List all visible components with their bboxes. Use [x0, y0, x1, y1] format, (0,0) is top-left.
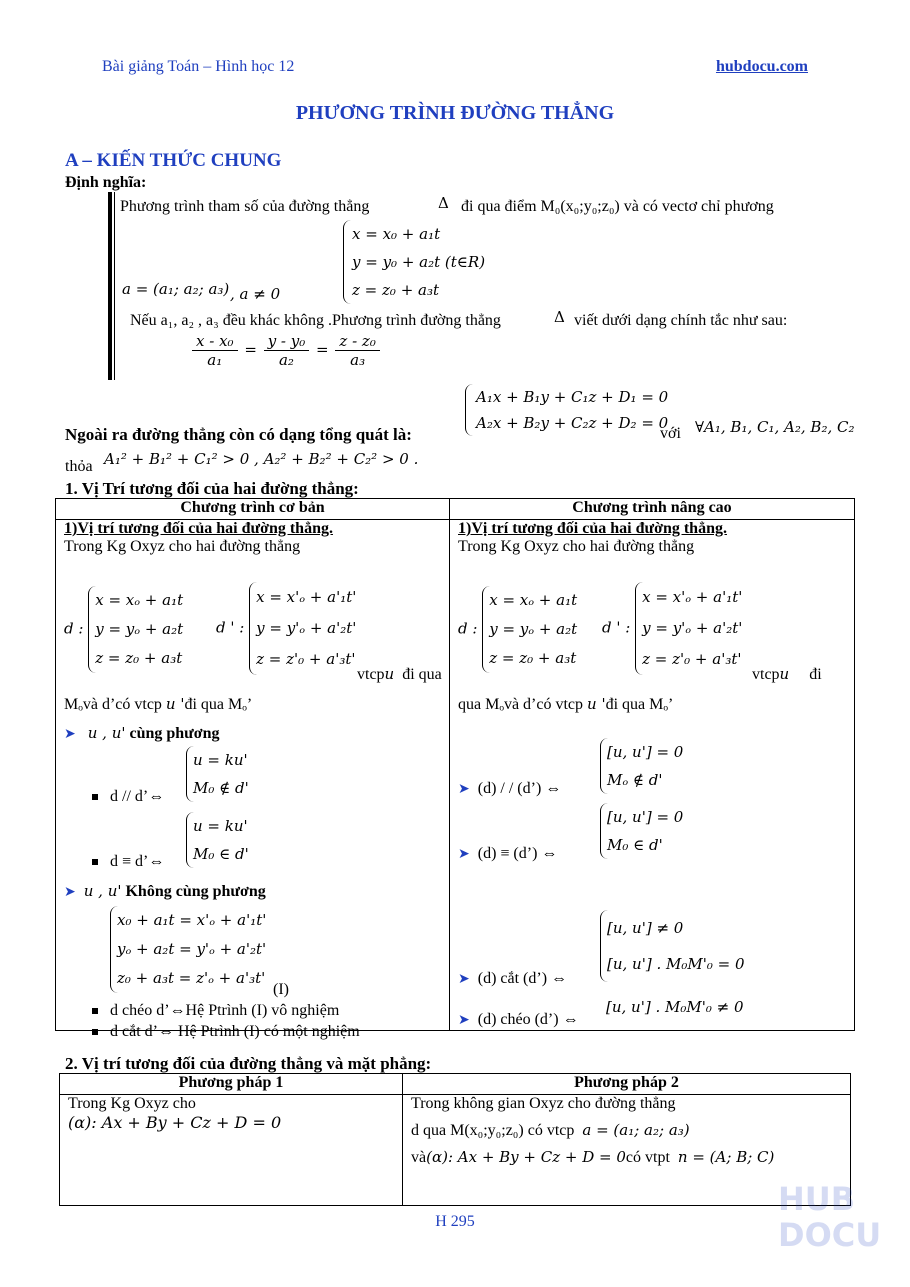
- t1-left-not-same-direction: ➤ u , u' Không cùng phương: [64, 882, 266, 900]
- section-2-heading: 2. Vị trí tương đối của đường thẳng và mặt phẳng:: [65, 1054, 432, 1073]
- t1-right-sub: 1)Vị trí tương đối của hai đường thẳng.: [458, 520, 727, 537]
- t1-left-case-coincide-sys: u = ku' M₀ ∈ d': [186, 812, 249, 868]
- svg-text:HUB: HUB: [778, 1180, 856, 1218]
- thoa-condition: A₁² + B₁² + C₁² > 0 , A₂² + B₂² + C₂² > 0 .: [104, 450, 419, 468]
- relative-position-lines-table: [55, 498, 855, 1040]
- definition-bar-thin: [114, 192, 115, 380]
- t1-right-case-parallel-sys: [u, u'] = 0 Mₒ ∉ d': [600, 738, 683, 794]
- t1-right-case-coincide: ➤ (d) ≡ (d’) ⇔: [458, 845, 558, 862]
- page-title: PHƯƠNG TRÌNH ĐƯỜNG THẲNG: [295, 102, 615, 124]
- t1-left-case-parallel-sys: u = ku' M₀ ∉ d': [186, 746, 249, 802]
- canonical-equation: $\frac{\text{x - x₀}}{\text{a₁}}$ = $\frac{\text{y - y₀}}{\text{a₂}}$ = $\frac{\text{z - z₀}}{\text{a₃}}$: [190, 332, 382, 369]
- t1-cell-left: [56, 520, 450, 1040]
- def-line2: Nếu a₁, a₂ , a₃ đều khác không .Phương trình đường thẳng: [130, 312, 501, 329]
- t1-right-intro: Trong Kg Oxyz cho hai đường thẳng: [458, 538, 695, 555]
- t1-left-skew: d chéo d’⇔Hệ Ptrình (I) vô nghiệm: [92, 1002, 339, 1020]
- definition-label: Định nghĩa:: [65, 174, 147, 191]
- param-eq-y: y = y₀ + a₂t (t∈R): [352, 253, 486, 271]
- general-form-label: Ngoài ra đường thẳng còn có dạng tổng quát là:: [65, 425, 412, 444]
- t2-head-right: Phương pháp 2: [403, 1074, 851, 1095]
- t1-left-sub: 1)Vị trí tương đối của hai đường thẳng.: [64, 520, 333, 537]
- param-eq-x: x = x₀ + a₁t: [352, 225, 441, 243]
- header-left: Bài giảng Toán – Hình học 12: [102, 58, 295, 75]
- def-vector: a = (a₁; a₂; a₃): [122, 280, 230, 298]
- page-number: H 295: [435, 1213, 475, 1230]
- thoa-label: thỏa: [65, 458, 93, 475]
- delta-symbol-2: Δ: [554, 308, 565, 326]
- delta-symbol: Δ: [438, 194, 449, 212]
- def-line2b: viết dưới dạng chính tắc như sau:: [574, 312, 788, 329]
- t1-left-intro: Trong Kg Oxyz cho hai đường thẳng: [64, 538, 301, 555]
- t1-left-case-coincide: d ≡ d’⇔: [92, 853, 164, 871]
- section-1-heading: 1. Vị Trí tương đối của hai đường thẳng:: [65, 479, 359, 498]
- t1-head-right: Chương trình nâng cao: [450, 499, 855, 520]
- t2-cell-left: [60, 1095, 403, 1206]
- t1-right-d2-system: d ' : x = x'ₒ + a'₁t' y = y'ₒ + a'₂t' z = z'₀ + a'₃t': [602, 582, 742, 675]
- t2-left-intro: Trong Kg Oxyz cho: [68, 1095, 196, 1112]
- t2-right-intro: Trong không gian Oxyz cho đường thẳng: [411, 1095, 676, 1112]
- t2-head-left: Phương pháp 1: [60, 1074, 403, 1095]
- def-line1b: đi qua điểm M₀(x₀;y₀;z₀) và có vectơ chỉ phương: [461, 198, 774, 215]
- t1-left-vtcp: vtcpu đi qua: [357, 665, 442, 683]
- t1-right-case-intersect: ➤ (d) cắt (d’) ⇔: [458, 970, 568, 987]
- param-system: [343, 220, 485, 304]
- t1-left-case-parallel: d // d’⇔: [92, 788, 164, 806]
- general-forall: ∀A₁, B₁, C₁, A₂, B₂, C₂: [695, 418, 855, 436]
- t1-left-intersect: d cắt d’⇔ Hệ Ptrình (I) có một nghiệm: [92, 1023, 360, 1041]
- svg-text:DOCU: DOCU: [778, 1216, 882, 1250]
- t1-left-label-I: (I): [273, 981, 289, 998]
- line-plane-position-table: [59, 1073, 851, 1206]
- def-line1: Phương trình tham số của đường thẳng: [120, 198, 370, 215]
- t1-left-mo-line: Mₒvà d’có vtcp u 'đi qua Mₒ’: [64, 695, 253, 713]
- t1-right-d-system: d : x = xₒ + a₁t y = yₒ + a₂t z = z₀ + a₃t: [458, 586, 577, 673]
- hubdocu-logo-watermark: [774, 1178, 884, 1250]
- header-link[interactable]: hubdocu.com: [715, 58, 808, 75]
- param-eq-z: z = z₀ + a₃t: [352, 281, 440, 299]
- t1-right-case-skew-expr: [u, u'] . M₀M'₀ ≠ 0: [606, 998, 744, 1016]
- t1-head-left: Chương trình cơ bản: [56, 499, 450, 520]
- section-a-heading: A – KIẾN THỨC CHUNG: [65, 150, 282, 171]
- t1-cell-right: [450, 520, 855, 1031]
- t1-left-d2-system: d ' : x = x'ₒ + a'₁t' y = y'ₒ + a'₂t' z = z'₀ + a'₃t': [216, 582, 356, 675]
- t1-left-system-I: x₀ + a₁t = x'ₒ + a'₁t' yₒ + a₂t = y'ₒ + a'₂t' z₀ + a₃t = z'ₒ + a'₃t': [110, 906, 266, 993]
- t1-right-case-skew: ➤ (d) chéo (d’) ⇔: [458, 1011, 579, 1028]
- t2-right-plane: và(α): Ax + By + Cz + D = 0có vtpt n = (A; B; C): [411, 1148, 775, 1166]
- t1-right-case-coincide-sys: [u, u'] = 0 M₀ ∈ d': [600, 803, 683, 859]
- general-system: A₁x + B₁y + C₁z + D₁ = 0 A₂x + B₂y + C₂z + D₂ = 0: [465, 384, 668, 436]
- t1-right-case-parallel: ➤ (d) / / (d’) ⇔: [458, 780, 562, 797]
- t2-right-line: d qua M(x₀;y₀;z₀) có vtcp a = (a₁; a₂; a₃): [411, 1121, 690, 1139]
- definition-bar: [108, 192, 112, 380]
- general-with: với: [660, 425, 681, 442]
- def-nonzero: , a ≠ 0: [230, 285, 281, 303]
- t1-right-vtcp: vtcpu đi: [752, 665, 822, 683]
- t1-left-same-direction: ➤ u , u' cùng phương: [64, 724, 220, 742]
- t2-left-plane: (α): Ax + By + Cz + D = 0: [68, 1113, 282, 1132]
- t1-right-mo-line: qua Mₒvà d’có vtcp u 'đi qua Mₒ’: [458, 695, 674, 713]
- t1-right-case-intersect-sys: [u, u'] ≠ 0 [u, u'] . M₀M'₀ = 0: [600, 910, 745, 982]
- t1-left-d-system: d : x = xₒ + a₁t y = yₒ + a₂t z = z₀ + a₃t: [64, 586, 183, 673]
